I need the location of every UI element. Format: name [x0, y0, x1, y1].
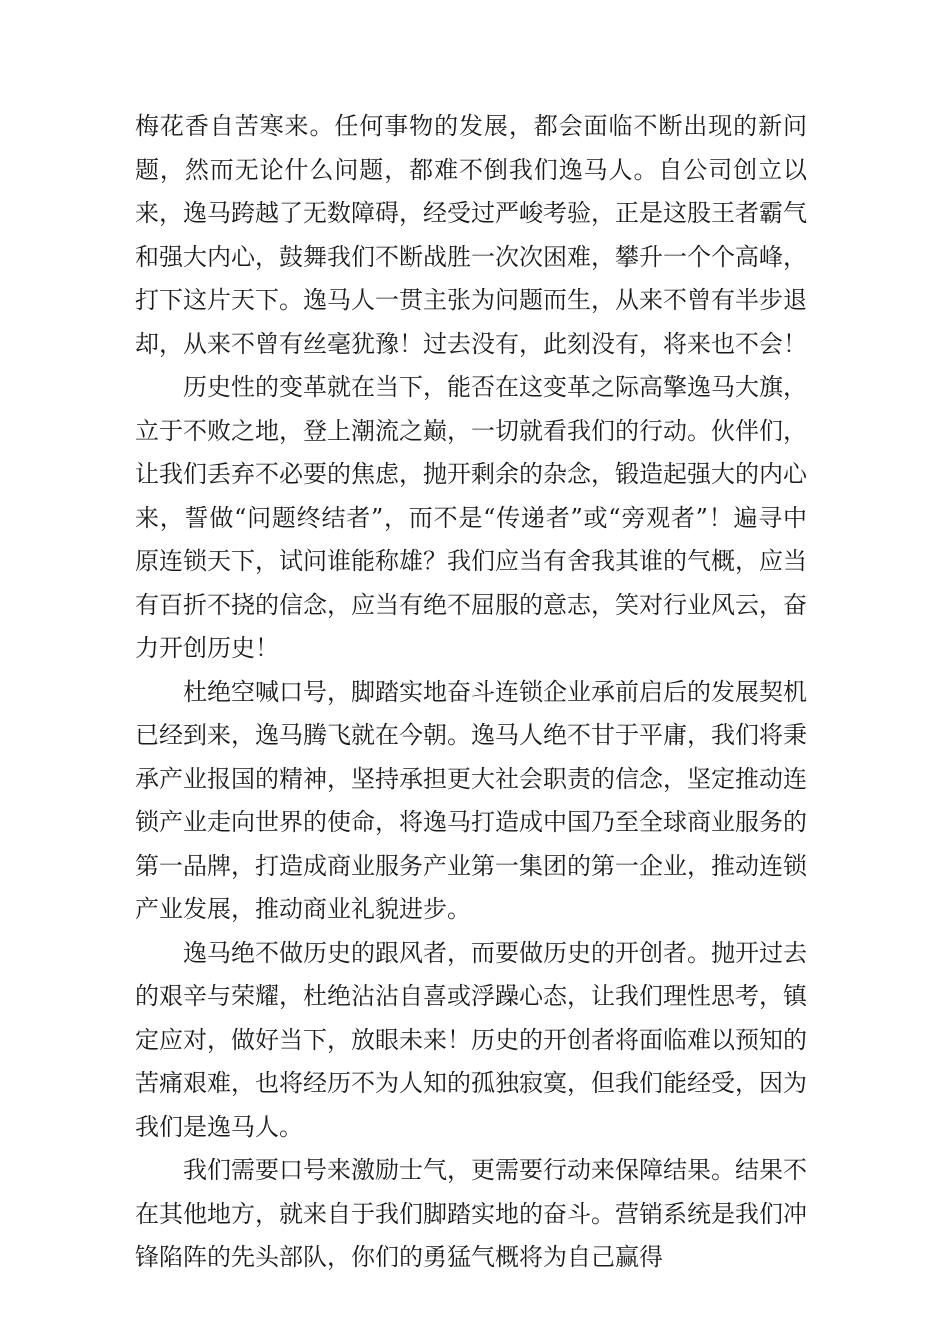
- paragraph-3: 杜绝空喊口号，脚踏实地奋斗连锁企业承前启后的发展契机已经到来，逸马腾飞就在今朝。逸马人绝不甘于平庸，我们将秉承产业报国的精神，坚持承担更大社会职责的信念，坚定推动连锁产业走向世界的使命，将逸马打造成中国乃至全球商业服务的第一品牌，打造成商业服务产业第一集团的第一企业，推动连锁产业发展，推动商业礼貌进步。: [135, 677, 807, 923]
- paragraph-4: 逸马绝不做历史的跟风者，而要做历史的开创者。抛开过去的艰辛与荣耀，杜绝沾沾自喜或浮躁心态，让我们理性思考，镇定应对，做好当下，放眼未来！历史的开创者将面临难以预知的苦痛艰难，也将经历不为人知的孤独寂寞，但我们能经受，因为我们是逸马人。: [135, 938, 807, 1141]
- paragraph-2: 历史性的变革就在当下，能否在这变革之际高擎逸马大旗，立于不败之地，登上潮流之巅，一切就看我们的行动。伙伴们，让我们丢弃不必要的焦虑，抛开剩余的杂念，锻造起强大的内心来，誓做“问题终结者”，而不是“传递者”或“旁观者”！遍寻中原连锁天下，试问谁能称雄？我们应当有舍我其谁的气概，应当有百折不挠的信念，应当有绝不屈服的意志，笑对行业风云，奋力开创历史！: [135, 373, 807, 662]
- paragraph-5: 我们需要口号来激励士气，更需要行动来保障结果。结果不在其他地方，就来自于我们脚踏实地的奋斗。营销系统是我们冲锋陷阵的先头部队，你们的勇猛气概将为自己赢得: [135, 1156, 807, 1271]
- document-body: [135, 105, 807, 1280]
- paragraph-1: 梅花香自苦寒来。任何事物的发展，都会面临不断出现的新问题，然而无论什么问题，都难不倒我们逸马人。自公司创立以来，逸马跨越了无数障碍，经受过严峻考验，正是这股王者霸气和强大内心，鼓舞我们不断战胜一次次困难，攀升一个个高峰，打下这片天下。逸马人一贯主张为问题而生，从来不曾有半步退却，从来不曾有丝毫犹豫！过去没有，此刻没有，将来也不会！: [135, 112, 807, 358]
